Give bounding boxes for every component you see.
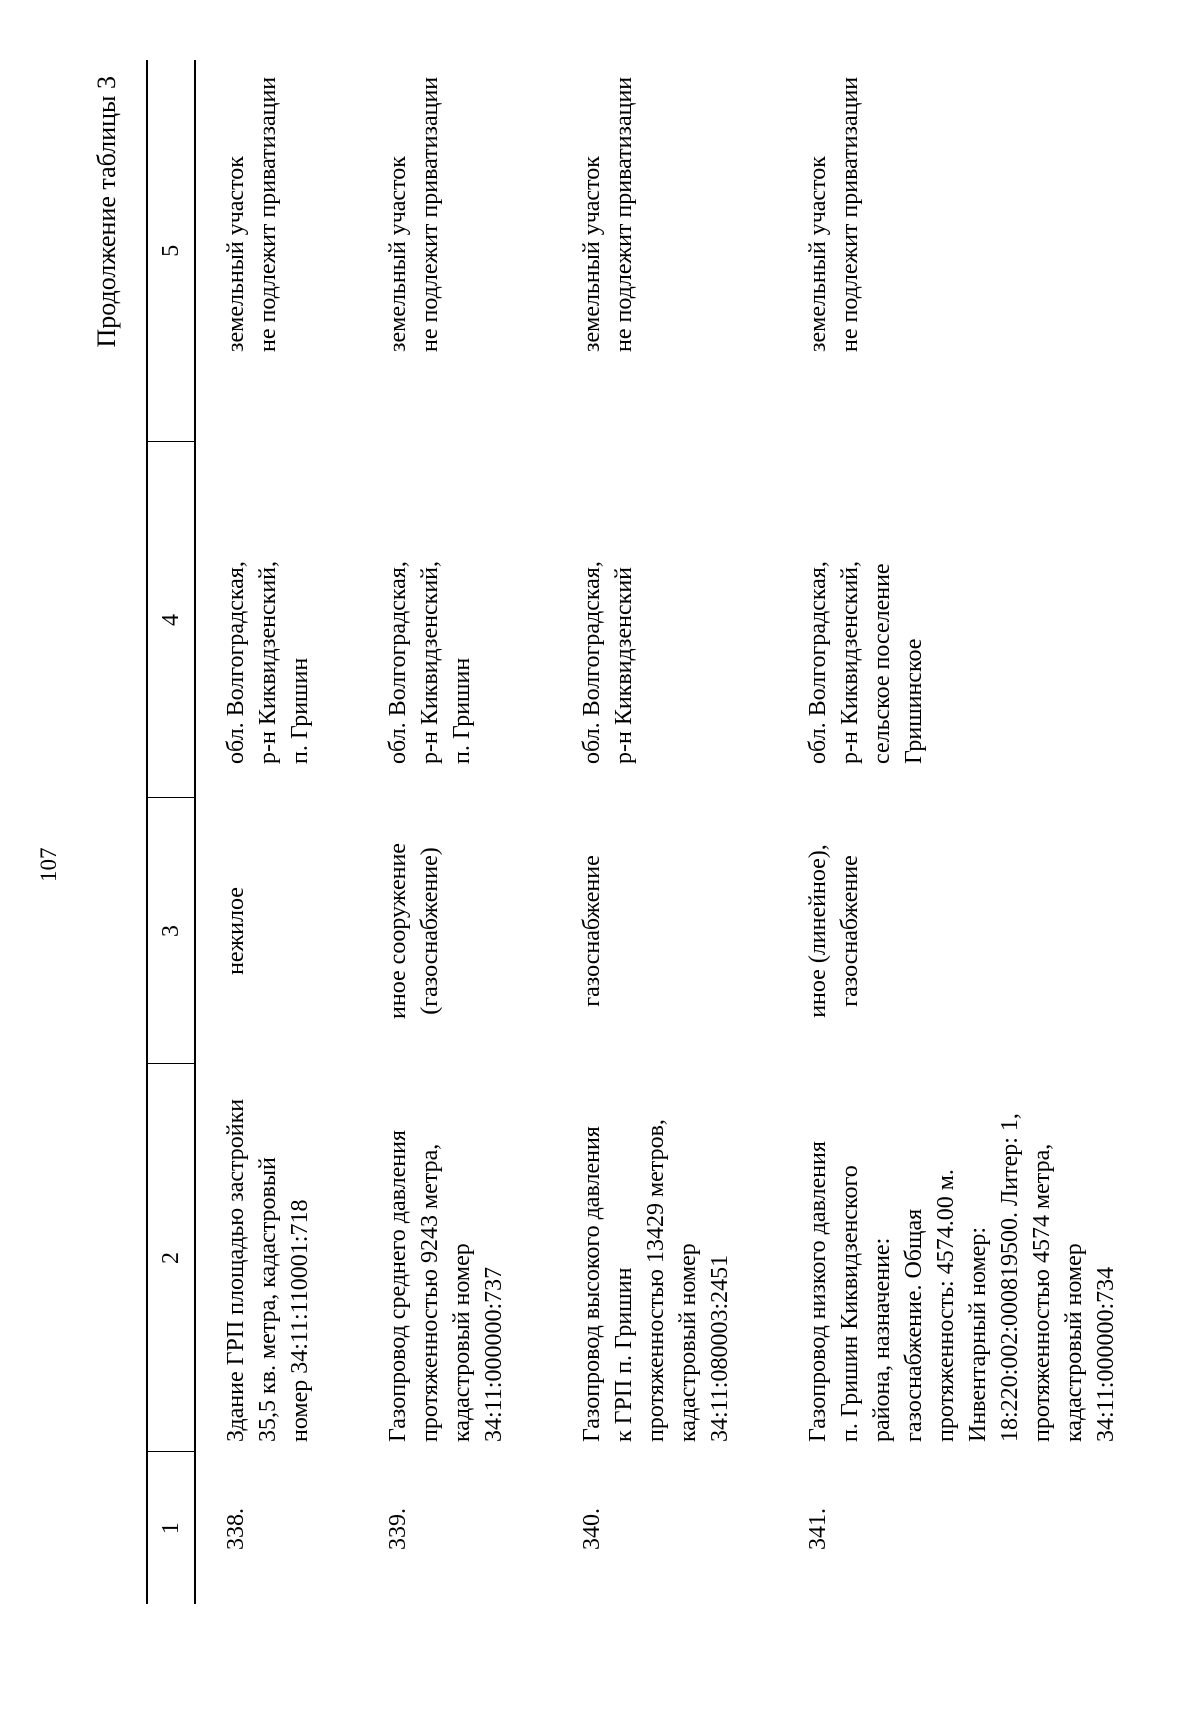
address-cell-line: обл. Волгоградская,: [579, 561, 605, 764]
row-number: 338.: [223, 1508, 249, 1550]
address-cell-line: р-н Киквидзенский: [611, 566, 637, 764]
header-row: [147, 60, 195, 1604]
address-cell-line: сельское поселение: [869, 563, 895, 764]
description-cell: [195, 1064, 358, 1452]
purpose-cell-line: газоснабжение: [837, 855, 863, 1007]
table-row: [778, 60, 1164, 1604]
address-cell: [778, 442, 1164, 798]
description-cell: [778, 1064, 1164, 1452]
note-cell-line: земельный участок: [805, 156, 831, 352]
purpose-cell-line: нежилое: [223, 887, 249, 975]
description-cell-line: 35,5 кв. метра, кадастровый: [255, 1157, 281, 1442]
address-cell-line: п. Гришин: [449, 657, 475, 764]
address-cell-line: п. Гришин: [287, 657, 313, 764]
address-cell-line: р-н Киквидзенский,: [837, 560, 863, 764]
note-cell-line: не подлежит приватизации: [611, 76, 637, 352]
note-cell: [778, 60, 1164, 442]
table-body: [195, 60, 1164, 1604]
description-cell-line: района, назначение:: [869, 1237, 895, 1442]
column-header-5: 5: [147, 60, 195, 442]
description-cell-line: газоснабжение. Общая: [901, 1208, 927, 1442]
note-cell: [552, 60, 778, 442]
description-cell-line: 34:11:080003:2451: [707, 1254, 733, 1442]
column-header-4: 4: [147, 442, 195, 798]
column-header-2: 2: [147, 1064, 195, 1452]
purpose-cell-line: иное (линейное),: [805, 844, 831, 1018]
address-cell: [195, 442, 358, 798]
purpose-cell-line: (газоснабжение): [417, 847, 443, 1015]
description-cell: [552, 1064, 778, 1452]
description-cell-line: протяженностью 13429 метров,: [643, 1119, 669, 1442]
note-cell: [195, 60, 358, 442]
description-cell-line: 34:11:000000:737: [481, 1266, 507, 1442]
description-cell-line: номер 34:11:110001:718: [287, 1199, 313, 1442]
description-cell-line: Инвентарный номер:: [965, 1226, 991, 1442]
purpose-cell-line: иное сооружение: [385, 843, 411, 1019]
description-cell-line: Газопровод среднего давления: [385, 1130, 411, 1442]
description-cell-line: п. Гришин Киквидзенского: [837, 1165, 863, 1442]
description-cell-line: 34:11:000000:734: [1093, 1266, 1119, 1442]
row-number: 341.: [805, 1508, 831, 1550]
address-cell-line: р-н Киквидзенский,: [417, 560, 443, 764]
table-row: [195, 60, 358, 1604]
description-cell-line: 18:220:002:000819500. Литер: 1,: [997, 1113, 1023, 1442]
description-cell-line: протяженность: 4574.00 м.: [933, 1169, 959, 1442]
note-cell-line: не подлежит приватизации: [837, 76, 863, 352]
row-number: 340.: [579, 1508, 605, 1550]
description-cell-line: кадастровый номер: [449, 1243, 475, 1442]
description-cell-line: к ГРП п. Гришин: [611, 1267, 637, 1442]
table-row: [358, 60, 552, 1604]
description-cell-line: протяженностью 4574 метра,: [1029, 1143, 1055, 1442]
note-cell-line: не подлежит приватизации: [417, 76, 443, 352]
table-row: [552, 60, 778, 1604]
purpose-cell: [778, 798, 1164, 1064]
description-cell-line: Газопровод высокого давления: [579, 1126, 605, 1442]
note-cell-line: земельный участок: [385, 156, 411, 352]
purpose-cell: [358, 798, 552, 1064]
address-cell-line: обл. Волгоградская,: [805, 561, 831, 764]
column-header-3: 3: [147, 798, 195, 1064]
description-cell-line: протяженностью 9243 метра,: [417, 1143, 443, 1442]
description-cell-line: кадастровый номер: [1061, 1243, 1087, 1442]
address-cell-line: обл. Волгоградская,: [223, 561, 249, 764]
address-cell-line: р-н Киквидзенский,: [255, 560, 281, 764]
note-cell-line: не подлежит приватизации: [255, 76, 281, 352]
row-number: 339.: [385, 1508, 411, 1550]
table-continuation-label: Продолжение таблицы 3: [92, 76, 121, 348]
description-cell-line: кадастровый номер: [675, 1243, 701, 1442]
description-cell-line: Здание ГРП площадью застройки: [223, 1098, 249, 1442]
table-header: [147, 60, 195, 1604]
note-cell: [358, 60, 552, 442]
address-cell-line: Гришинское: [901, 638, 927, 764]
property-table: [146, 60, 1164, 1604]
column-header-1: 1: [147, 1452, 195, 1604]
purpose-cell-line: газоснабжение: [579, 855, 605, 1007]
note-cell-line: земельный участок: [579, 156, 605, 352]
page-number: 107: [36, 847, 61, 882]
address-cell-line: обл. Волгоградская,: [385, 561, 411, 764]
note-cell-line: земельный участок: [223, 156, 249, 352]
description-cell: [358, 1064, 552, 1452]
description-cell-line: Газопровод низкого давления: [805, 1141, 831, 1442]
purpose-cell: [195, 798, 358, 1064]
address-cell: [552, 442, 778, 798]
purpose-cell: [552, 798, 778, 1064]
address-cell: [358, 442, 552, 798]
